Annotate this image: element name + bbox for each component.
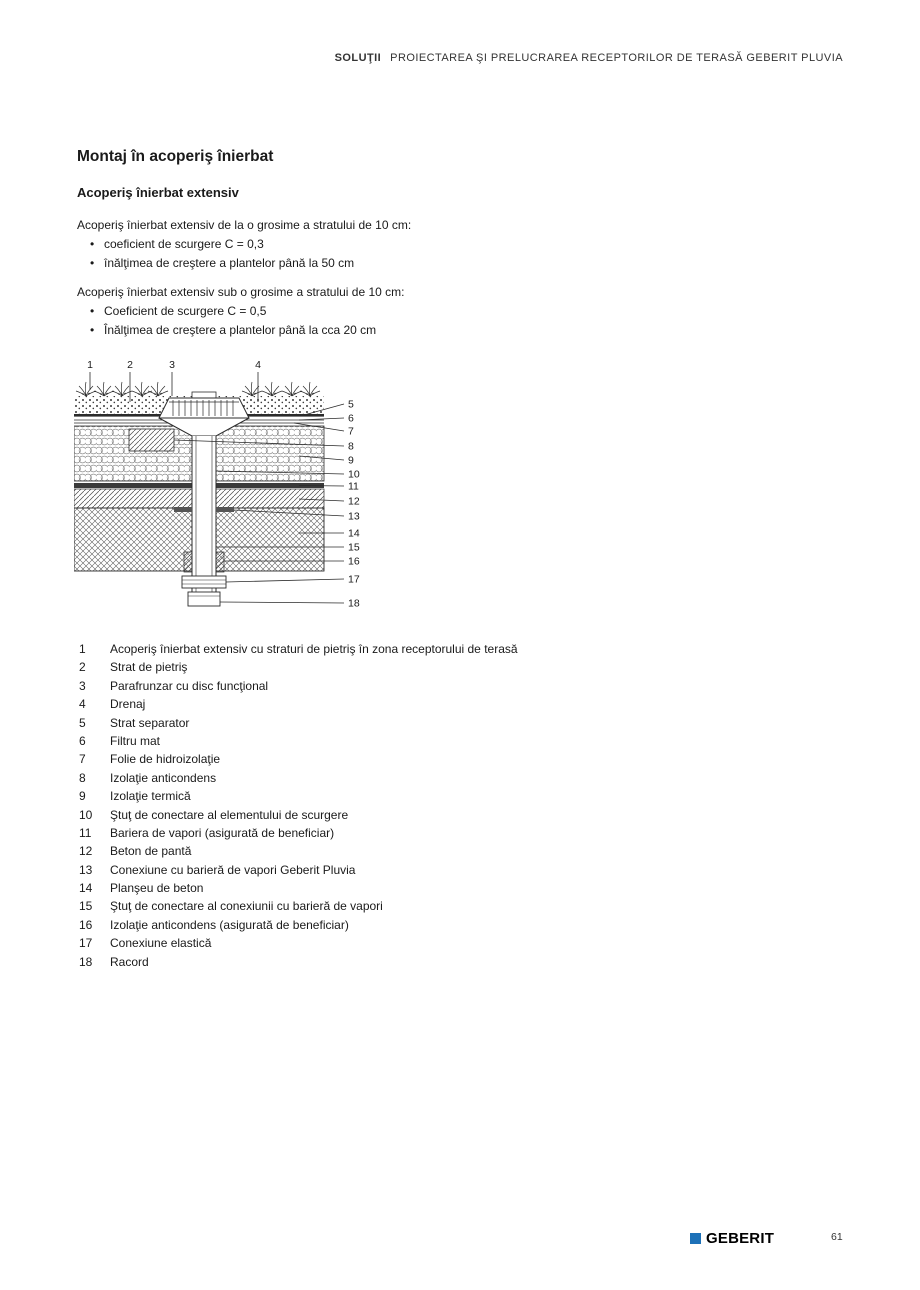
callout-number: 5	[348, 398, 354, 411]
callout-number: 4	[255, 359, 261, 371]
page-header	[335, 52, 843, 64]
legend-number: 18	[79, 954, 93, 969]
legend-text: Acoperiş înierbat extensiv cu straturi de pietriş în zona receptorului de terasă	[110, 642, 518, 656]
callout-number: 12	[348, 495, 360, 508]
bullet-item	[90, 235, 411, 254]
legend-item	[79, 697, 518, 715]
legend-item	[79, 752, 518, 770]
geberit-logo	[690, 1230, 774, 1247]
legend-number: 7	[79, 752, 86, 767]
callout-number: 15	[348, 541, 360, 554]
paragraph-block-2	[77, 283, 405, 340]
legend-text: Parafrunzar cu disc funcţional	[110, 678, 269, 693]
connection-pipe	[188, 592, 220, 606]
paragraph-block-1	[77, 216, 411, 273]
callout-number: 17	[348, 573, 360, 586]
callout-number: 1	[87, 359, 93, 371]
legend-item	[79, 863, 518, 881]
section-subtitle: Acoperiş înierbat extensiv	[77, 185, 239, 200]
legend-text: Ştuţ de conectare al conexiunii cu barieră de vapori	[110, 899, 383, 914]
elastic-coupling	[182, 576, 226, 588]
bullet-item	[90, 321, 405, 340]
legend-number: 14	[79, 881, 93, 896]
legend-number: 9	[79, 789, 86, 804]
brand-name: GEBERIT	[706, 1230, 775, 1247]
callout-number: 16	[348, 555, 360, 568]
legend-number: 17	[79, 936, 93, 951]
legend-list	[79, 642, 518, 973]
bullet-item	[90, 254, 411, 273]
legend-number: 3	[79, 678, 86, 693]
legend-text: Bariera de vapori (asigurată de beneficiar)	[110, 825, 335, 840]
callout-number: 8	[348, 440, 354, 453]
legend-number: 8	[79, 770, 86, 785]
bullet-marker: •	[90, 323, 95, 337]
callout-number: 18	[348, 597, 360, 610]
bullet-text: coeficient de scurgere C = 0,3	[104, 237, 264, 251]
legend-text: Racord	[110, 954, 149, 969]
callout-number: 13	[348, 510, 360, 523]
paragraph-intro: Acoperiş înierbat extensiv sub o grosime a stratului de 10 cm:	[77, 285, 405, 299]
legend-number: 1	[79, 642, 86, 656]
legend-number: 16	[79, 917, 93, 932]
legend-text: Ştuţ de conectare al elementului de scurgere	[110, 807, 349, 822]
legend-text: Folie de hidroizolaţie	[110, 752, 221, 767]
legend-item	[79, 642, 518, 660]
callout-number: 9	[348, 454, 354, 467]
bullet-text: Înălţimea de creştere a plantelor până la cca 20 cm	[104, 323, 377, 337]
legend-item	[79, 826, 518, 844]
legend-text: Drenaj	[110, 697, 146, 712]
legend-text: Planşeu de beton	[110, 881, 204, 896]
legend-text: Izolaţie termică	[110, 789, 191, 804]
leaf-guard-cap	[159, 392, 249, 418]
legend-item	[79, 918, 518, 936]
bullet-marker: •	[90, 256, 95, 270]
legend-text: Beton de pantă	[110, 844, 192, 859]
legend-item	[79, 734, 518, 752]
legend-number: 13	[79, 862, 93, 877]
page-title: Montaj în acoperiş înierbat	[77, 148, 274, 165]
legend-text: Conexiune cu barieră de vapori Geberit Pluvia	[110, 862, 356, 877]
header-section-label: SOLUŢII	[334, 52, 382, 64]
legend-number: 11	[79, 825, 92, 840]
callout-number: 11	[348, 480, 359, 493]
legend-text: Filtru mat	[110, 733, 161, 748]
paragraph-intro: Acoperiş înierbat extensiv de la o grosime a stratului de 10 cm:	[77, 218, 412, 232]
legend-item	[79, 716, 518, 734]
legend-text: Izolaţie anticondens	[110, 770, 217, 785]
header-title: PROIECTAREA ŞI PRELUCRAREA RECEPTORILOR DE TERASĂ GEBERIT PLUVIA	[390, 52, 843, 64]
legend-item	[79, 660, 518, 678]
callout-number: 14	[348, 527, 360, 540]
callout-number: 6	[348, 412, 354, 425]
legend-number: 15	[79, 899, 93, 914]
legend-number: 5	[79, 715, 86, 730]
legend-item	[79, 881, 518, 899]
bullet-text: înălţimea de creştere a plantelor până la 50 cm	[104, 256, 355, 270]
legend-item	[79, 936, 518, 954]
legend-item	[79, 679, 518, 697]
legend-number: 2	[79, 660, 86, 675]
anticondensation-insulation-block	[129, 429, 174, 451]
legend-text: Izolaţie anticondens (asigurată de beneficiar)	[110, 917, 349, 932]
legend-item	[79, 771, 518, 789]
callout-number: 7	[348, 425, 354, 438]
geberit-logo-square-icon	[690, 1233, 701, 1244]
legend-text: Conexiune elastică	[110, 936, 212, 951]
callout-number: 10	[348, 468, 360, 481]
callout-number: 2	[127, 359, 133, 371]
page-number: 61	[831, 1231, 843, 1243]
legend-number: 6	[79, 733, 86, 748]
bullet-marker: •	[90, 304, 95, 318]
bullet-item	[90, 302, 405, 321]
legend-text: Strat de pietriş	[110, 660, 188, 675]
legend-number: 4	[79, 697, 86, 712]
legend-item	[79, 808, 518, 826]
legend-item	[79, 955, 518, 973]
cross-section-diagram	[74, 356, 374, 618]
legend-number: 12	[79, 844, 93, 859]
callout-number: 3	[169, 359, 175, 371]
bullet-marker: •	[90, 237, 95, 251]
legend-item	[79, 789, 518, 807]
legend-item	[79, 899, 518, 917]
legend-item	[79, 844, 518, 862]
legend-number: 10	[79, 807, 93, 822]
bullet-text: Coeficient de scurgere C = 0,5	[104, 304, 267, 318]
legend-text: Strat separator	[110, 715, 190, 730]
